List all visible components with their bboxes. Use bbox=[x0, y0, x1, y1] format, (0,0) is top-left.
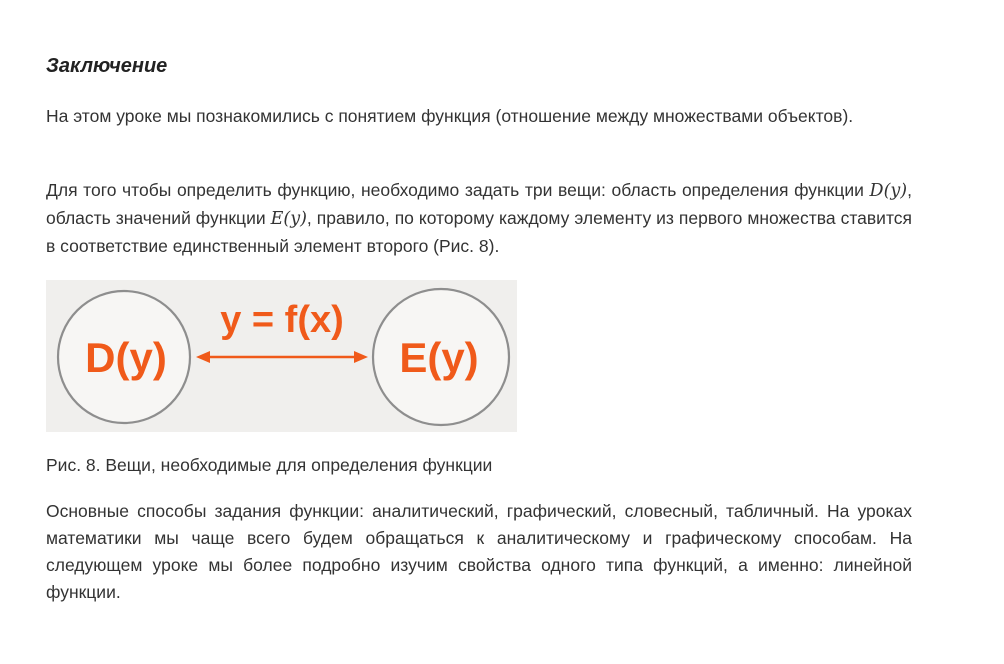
paragraph-definition-text-3: , правило, по которому каждому элементу из первого множества ставится в соответствие единственный элемент второго (Рис. 8). bbox=[46, 208, 912, 256]
figure-caption: Рис. 8. Вещи, необходимые для определения функции bbox=[46, 455, 493, 475]
math-range: E(y) bbox=[270, 209, 307, 229]
math-domain: D(y) bbox=[869, 181, 908, 201]
function-diagram-svg bbox=[46, 280, 517, 432]
paragraph-definition bbox=[46, 177, 912, 260]
paragraph-definition-text-1: Для того чтобы определить функцию, необходимо задать три вещи: область определения функции bbox=[46, 180, 870, 200]
domain-label: D(y) bbox=[85, 334, 167, 381]
function-diagram bbox=[46, 280, 517, 432]
section-heading: Заключение bbox=[46, 55, 168, 77]
paragraph-intro: На этом уроке мы познакомились с понятием функция (отношение между множествами объектов). bbox=[46, 106, 854, 126]
function-formula: y = f(x) bbox=[220, 299, 344, 341]
paragraph-definition-text-2: , область значений функции bbox=[46, 180, 912, 228]
range-label: E(y) bbox=[399, 334, 479, 381]
paragraph-methods: Основные способы задания функции: аналитический, графический, словесный, табличный. На уроках математики мы чаще всего будем обращаться к аналитическому и графическому способам. На следующем уроке мы более подробно изучим свойства одного типа функций, а именно: линейной функции. bbox=[46, 501, 912, 602]
